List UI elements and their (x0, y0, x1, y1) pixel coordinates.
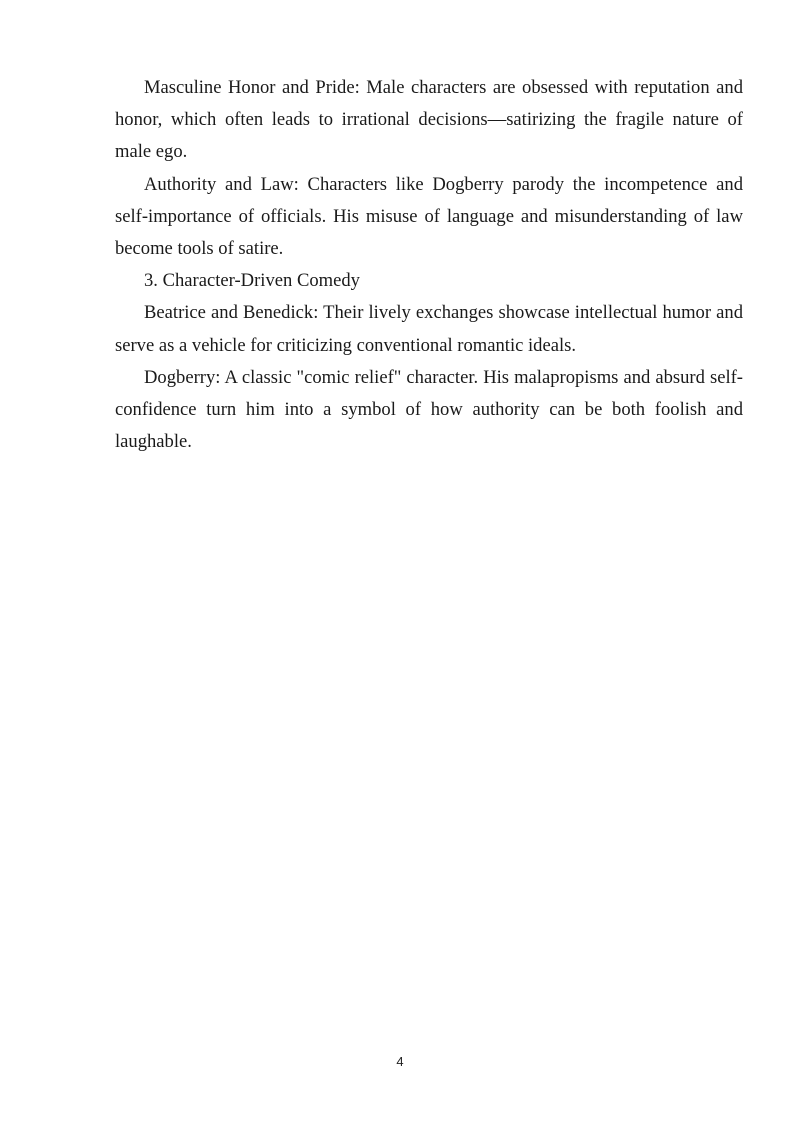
paragraph-authority-law: Authority and Law: Characters like Dogberry parody the incompetence and self-importance of officials. His misuse of language and misunderstanding of law become tools of satire. (115, 173, 743, 260)
paragraph-beatrice-benedick: Beatrice and Benedick: Their lively exchanges showcase intellectual humor and serve as a vehicle for criticizing conventional romantic ideals. (115, 302, 743, 356)
paragraph-masculine-honor: Masculine Honor and Pride: Male characters are obsessed with reputation and honor, which often leads to irrational decisions—satirizing the fragile nature of male ego. (115, 77, 743, 163)
page-number: 4 (396, 1054, 404, 1069)
paragraph-dogberry: Dogberry: A classic "comic relief" character. His malapropisms and absurd self-confidence turn him into a symbol of how authority can be both foolish and laughable. (115, 366, 743, 453)
body-text (115, 72, 743, 458)
section-heading: 3. Character-Driven Comedy (144, 270, 360, 292)
